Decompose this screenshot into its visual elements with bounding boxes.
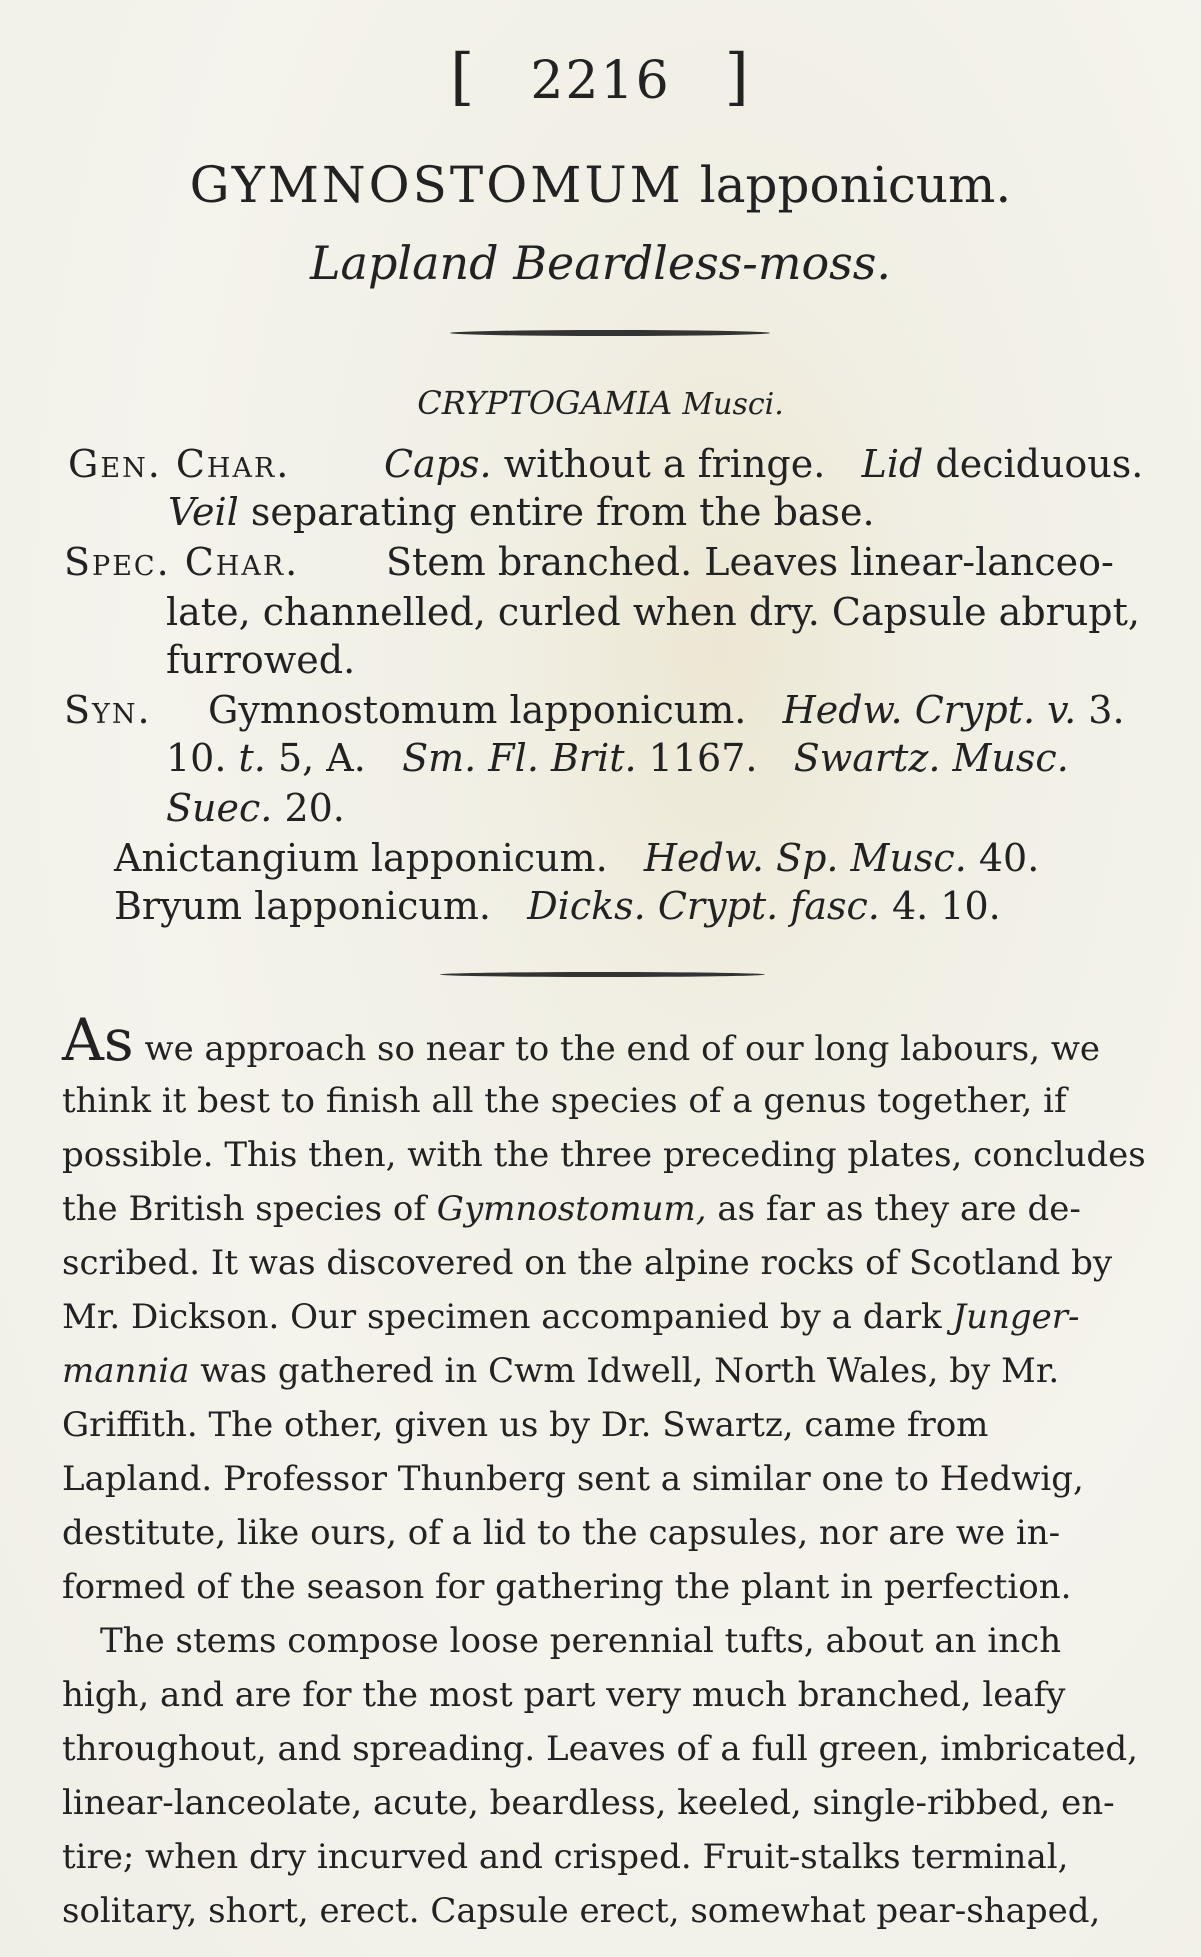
gen-char-label: Gen. Char. (68, 442, 291, 486)
para1-line-5: scribed. It was discovered on the alpine rocks of Scotland by (62, 1243, 1113, 1283)
para1-line-9: Lapland. Professor Thunberg sent a similar one to Hedwig, (62, 1459, 1084, 1499)
ornamental-rule (450, 330, 770, 336)
para1-line-7: mannia was gathered in Cwm Idwell, North Wales, by Mr. (62, 1351, 1060, 1391)
species-name: lapponicum. (699, 156, 1012, 214)
classification: CRYPTOGAMIA Musci. (417, 384, 784, 422)
gen-char-text-1: Caps. without a fringe. Lid deciduous. (384, 442, 1144, 486)
para2-line-5: tire; when dry incurved and crisped. Fruit-stalks terminal, (62, 1837, 1069, 1877)
para1-line-2: think it best to finish all the species of a genus together, if (62, 1081, 1067, 1121)
syn-line-5: Bryum lapponicum. Dicks. Crypt. fasc. 4. 10. (114, 884, 1001, 928)
spec-char-label-line (64, 538, 299, 587)
common-name: Lapland Beardless-moss. (310, 236, 891, 290)
syn-line-4: Anictangium lapponicum. Hedw. Sp. Musc. 40. (114, 836, 1040, 880)
page-number: [ 2216 ] (450, 40, 751, 113)
right-bracket: ] (724, 40, 751, 113)
para2-line-2: high, and are for the most part very much branched, leafy (62, 1675, 1066, 1715)
syn-line-1: Gymnostomum lapponicum. Hedw. Crypt. v. 3. (208, 688, 1125, 732)
para2-line-6: solitary, short, erect. Capsule erect, somewhat pear-shaped, (62, 1891, 1101, 1931)
spec-char-line-1: Stem branched. Leaves linear-lanceo- (386, 540, 1114, 584)
para1-line-6: Mr. Dickson. Our specimen accompanied by a dark Junger- (62, 1297, 1080, 1337)
left-bracket: [ (450, 40, 477, 113)
syn-label: Syn. (64, 688, 152, 732)
gen-char-line-1 (68, 440, 290, 489)
para1-line-11: formed of the season for gathering the plant in perfection. (62, 1567, 1072, 1607)
syn-line-2: 10. t. 5, A. Sm. Fl. Brit. 1167. Swartz. Musc. (166, 736, 1069, 780)
syn-line-3: Suec. 20. (166, 786, 345, 830)
spec-char-label: Spec. Char. (64, 540, 300, 584)
gen-char-line-2: Veil separating entire from the base. (168, 490, 875, 534)
para1-line-8: Griffith. The other, given us by Dr. Swartz, came from (62, 1405, 989, 1445)
syn-label-line (64, 686, 152, 735)
genus-name: GYMNOSTOMUM (189, 156, 684, 214)
para2-line-1: The stems compose loose perennial tufts, about an inch (100, 1621, 1062, 1661)
ornamental-rule-2 (440, 972, 765, 977)
para1-line-4: the British species of Gymnostomum, as far as they are de- (62, 1189, 1081, 1229)
para1-line-3: possible. This then, with the three preceding plates, concludes (62, 1135, 1146, 1175)
para1-line-10: destitute, like ours, of a lid to the capsules, nor are we in- (62, 1513, 1061, 1553)
para2-line-4: linear-lanceolate, acute, beardless, keeled, single-ribbed, en- (62, 1783, 1115, 1823)
para1-line-1: As we approach so near to the end of our long labours, we (62, 1006, 1101, 1074)
drop-cap: As (62, 1006, 134, 1074)
para2-line-3: throughout, and spreading. Leaves of a full green, imbricated, (62, 1729, 1138, 1769)
spec-char-line-3: furrowed. (166, 638, 356, 682)
page-title (0, 156, 1201, 214)
spec-char-line-2: late, channelled, curled when dry. Capsule abrupt, (166, 590, 1140, 634)
